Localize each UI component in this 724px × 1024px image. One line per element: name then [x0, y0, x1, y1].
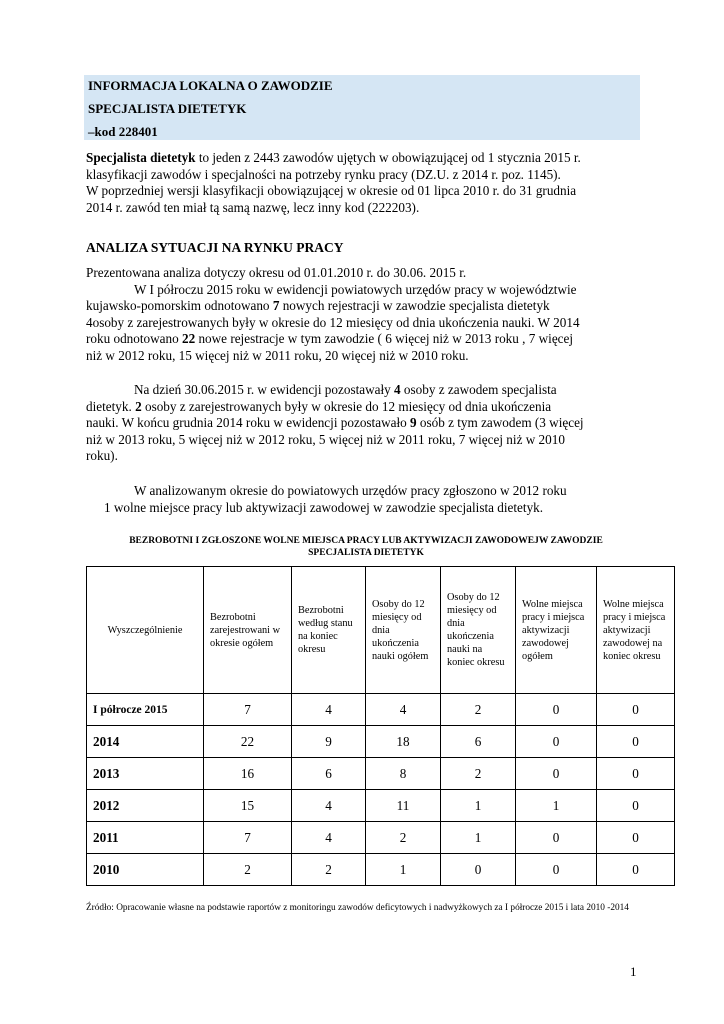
table-cell: 15 — [204, 790, 292, 822]
header-cell: Wyszczególnienie — [87, 567, 204, 694]
table-cell: 0 — [597, 822, 675, 854]
table-cell: 4 — [292, 790, 366, 822]
header-code: –kod 228401 — [88, 124, 158, 139]
table-cell: 0 — [516, 694, 597, 726]
table-title-line-2: SPECJALISTA DIETETYK — [308, 548, 424, 558]
intro-bold-term: Specjalista dietetyk — [86, 150, 196, 165]
table-row — [87, 726, 675, 758]
table-cell: 0 — [597, 758, 675, 790]
header-cell: Wolne miejsca pracy i miejsca aktywizacji zawodowej ogółem — [516, 567, 597, 694]
table-row — [87, 694, 675, 726]
row-label: 2014 — [87, 726, 204, 758]
table-cell: 4 — [292, 694, 366, 726]
table-cell: 0 — [516, 822, 597, 854]
row-label: 2012 — [87, 790, 204, 822]
table-cell: 0 — [516, 726, 597, 758]
p2-line-3: nauki. W końcu grudnia 2014 roku w ewidencji pozostawało 9 osób z tym zawodem (3 więcej — [86, 415, 584, 430]
intro-line-4: 2014 r. zawód ten miał tą samą nazwę, lecz inny kod (222203). — [86, 199, 420, 215]
table-cell: 6 — [292, 758, 366, 790]
header-cell: Wolne miejsca pracy i miejsca aktywizacji zawodowej na koniec okresu — [597, 567, 675, 694]
table-cell: 4 — [366, 694, 441, 726]
table-cell: 1 — [366, 854, 441, 886]
p1-line-4: roku odnotowano 22 nowe rejestracje w tym zawodzie ( 6 więcej niż w 2013 roku , 7 więcej — [86, 331, 574, 346]
p3-line-1: W analizowanym okresie do powiatowych urzędów pracy zgłoszono w 2012 roku — [134, 483, 567, 498]
page-number: 1 — [630, 964, 637, 979]
statistics-table — [86, 566, 675, 886]
analysis-paragraph-2 — [86, 382, 646, 465]
intro-line-2: klasyfikacji zawodów i specjalności na potrzeby rynku pracy (DZ.U. z 2014 r. poz. 1145). — [86, 166, 561, 182]
intro-line-3: W poprzedniej wersji klasyfikacji obowiązującej w okresie od 01 lipca 2010 r. do 31 grudnia — [86, 183, 577, 198]
table-cell: 9 — [292, 726, 366, 758]
table-cell: 2 — [204, 854, 292, 886]
header-cell: Osoby do 12 miesięcy od dnia ukończenia nauki na koniec okresu — [441, 567, 516, 694]
p2-line-4: niż w 2013 roku, 5 więcej niż w 2012 roku, 5 więcej niż w 2011 roku, 7 więcej niż w 2010 — [86, 431, 565, 447]
table-cell: 7 — [204, 694, 292, 726]
table-cell: 1 — [441, 790, 516, 822]
analysis-paragraph-1 — [86, 265, 646, 364]
table-cell: 8 — [366, 758, 441, 790]
table-cell: 0 — [597, 726, 675, 758]
table-cell: 16 — [204, 758, 292, 790]
table-cell: 0 — [516, 758, 597, 790]
p1-line-1: W I półroczu 2015 roku w ewidencji powiatowych urzędów pracy w województwie — [134, 281, 577, 297]
table-cell: 0 — [441, 854, 516, 886]
table-cell: 0 — [516, 854, 597, 886]
table-cell: 18 — [366, 726, 441, 758]
p1-line-3: 4osoby z zarejestrowanych były w okresie do 12 miesięcy od dnia ukończenia nauki. W 2014 — [86, 314, 580, 330]
table-cell: 0 — [597, 790, 675, 822]
table-cell: 1 — [441, 822, 516, 854]
table-row — [87, 822, 675, 854]
table-cell: 4 — [292, 822, 366, 854]
table-cell: 7 — [204, 822, 292, 854]
table-row — [87, 758, 675, 790]
table-header-row — [87, 567, 675, 694]
row-label: 2010 — [87, 854, 204, 886]
p2-line-1: Na dzień 30.06.2015 r. w ewidencji pozostawały 4 osoby z zawodem specjalista — [134, 382, 557, 397]
analysis-paragraph-3 — [86, 483, 646, 516]
table-cell: 1 — [516, 790, 597, 822]
table-cell: 2 — [441, 758, 516, 790]
table-cell: 0 — [597, 694, 675, 726]
table-cell: 11 — [366, 790, 441, 822]
header-title: INFORMACJA LOKALNA O ZAWODZIE — [88, 78, 333, 93]
table-cell: 6 — [441, 726, 516, 758]
p3-line-2: 1 wolne miejsce pracy lub aktywizacji zawodowej w zawodzie specjalista dietetyk. — [104, 499, 544, 515]
table-row — [87, 854, 675, 886]
header-occupation: SPECJALISTA DIETETYK — [88, 101, 247, 116]
table-title — [86, 535, 646, 559]
intro-line-1: to jeden z 2443 zawodów ujętych w obowiązującej od 1 stycznia 2015 r. — [195, 150, 581, 165]
p1-line-5: niż w 2012 roku, 15 więcej niż w 2011 roku, 20 więcej niż w 2010 roku. — [86, 347, 469, 363]
p2-line-2: dietetyk. 2 osoby z zarejestrowanych były w okresie do 12 miesięcy od dnia ukończenia — [86, 398, 552, 414]
table-cell: 0 — [597, 854, 675, 886]
p1-line-2: kujawsko-pomorskim odnotowano 7 nowych rejestracji w zawodzie specjalista dietetyk — [86, 298, 550, 313]
header-cell: Bezrobotni według stanu na koniec okresu — [292, 567, 366, 694]
table-cell: 2 — [441, 694, 516, 726]
table-cell: 22 — [204, 726, 292, 758]
table-title-line-1: BEZROBOTNI I ZGŁOSZONE WOLNE MIEJSCA PRACY LUB AKTYWIZACJI ZAWODOWEJW ZAWODZIE — [129, 536, 603, 546]
table-cell: 2 — [292, 854, 366, 886]
intro-paragraph — [86, 150, 646, 216]
table-cell: 2 — [366, 822, 441, 854]
source-note: Źródło: Opracowanie własne na podstawie raportów z monitoringu zawodów deficytowych i nadwyżkowych za I półrocze 2015 i lata 2010 -2014 — [86, 903, 629, 913]
header-cell: Osoby do 12 miesięcy od dnia ukończenia nauki ogółem — [366, 567, 441, 694]
header-cell: Bezrobotni zarejestrowani w okresie ogółem — [204, 567, 292, 694]
analysis-heading: ANALIZA SYTUACJI NA RYNKU PRACY — [86, 240, 344, 255]
row-label: I półrocze 2015 — [87, 694, 204, 726]
analysis-period: Prezentowana analiza dotyczy okresu od 01.01.2010 r. do 30.06. 2015 r. — [86, 265, 467, 280]
row-label: 2013 — [87, 758, 204, 790]
table-row — [87, 790, 675, 822]
row-label: 2011 — [87, 822, 204, 854]
p2-line-5: roku). — [86, 448, 118, 463]
